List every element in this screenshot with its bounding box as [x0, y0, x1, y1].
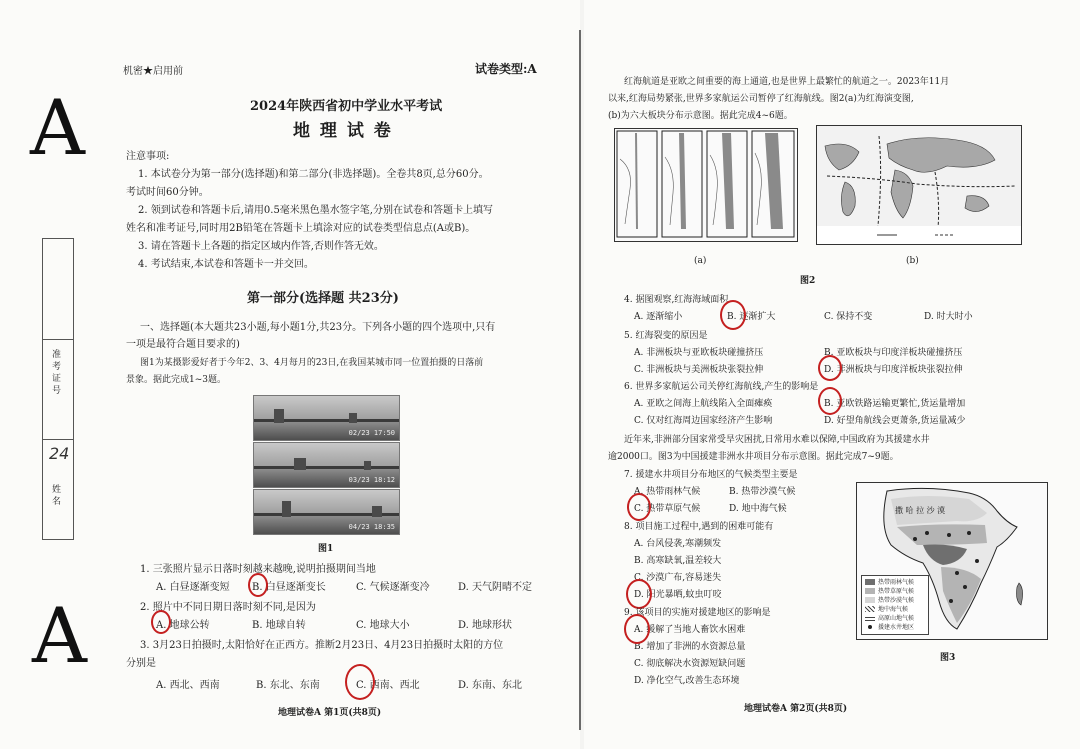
- fig3-africa-map: [856, 482, 1048, 640]
- question-4: 4. 据图观察,红海海域面积: [624, 295, 729, 305]
- fig1-caption: 图1: [318, 544, 334, 554]
- right-page: [584, 0, 1080, 749]
- candidate-info-strip: [42, 238, 74, 540]
- answer-circle-q2: [151, 610, 171, 634]
- q8-option-b: B. 高寒缺氧,温差较大: [634, 556, 722, 566]
- answer-circle-q7: [627, 493, 651, 521]
- q3-option-c: C. 西南、西北: [356, 680, 420, 691]
- photo-timestamp: 03/23 18:12: [348, 476, 395, 484]
- note-line: 3. 请在答题卡上各题的指定区域内作答,否则作答无效。: [138, 241, 384, 252]
- note-line: 2. 领到试卷和答题卡后,请用0.5毫米黑色墨水签字笔,分别在试卷和答题卡上填写: [138, 205, 493, 216]
- question-2: 2. 照片中不同日期日落时刻不同,是因为: [140, 602, 316, 613]
- q3-option-b: B. 东北、东南: [256, 680, 320, 691]
- note-line: 1. 本试卷分为第一部分(选择题)和第二部分(非选择题)。全卷共8页,总分60分。: [138, 169, 489, 180]
- paper-type-letter-bottom: A: [32, 591, 87, 680]
- legend-item: 热带沙漠气候: [878, 597, 915, 604]
- exam-title: 2024年陕西省初中学业水平考试: [250, 99, 443, 114]
- q7-option-a: A. 热带雨林气候: [634, 487, 701, 497]
- fig1-intro: 图1为某摄影爱好者于今年2、3、4月每月的23日,在我国某城市同一位置拍摄的日落前: [140, 358, 484, 368]
- q3-option-d: D. 东南、东北: [458, 680, 523, 691]
- answer-circle-q5: [818, 355, 842, 381]
- red-sea-intro: 以来,红海局势紧张,世界多家航运公司暂停了红海航线。图2(a)为红海演变图,: [608, 94, 914, 104]
- legend-item: 援建水井地区: [878, 624, 915, 631]
- section-intro: 一、选择题(本大题共23小题,每小题1分,共23分。下列各小题的四个选项中,只有: [140, 322, 496, 333]
- q5-option-d: D. 非洲板块与印度洋板块张裂拉伸: [824, 365, 963, 375]
- fig3-caption: 图3: [940, 653, 956, 663]
- section-intro: 一项是最符合题目要求的): [126, 339, 240, 350]
- question-3-cont: 分别是: [126, 658, 156, 669]
- subject-title: 地 理 试 卷: [293, 121, 393, 141]
- fig2b-label: (b): [906, 256, 919, 266]
- question-8: 8. 项目施工过程中,遇到的困难可能有: [624, 522, 774, 532]
- q9-option-a: A. 缓解了当地人畜饮水困难: [634, 625, 746, 635]
- q7-option-c: C. 热带草原气候: [634, 504, 701, 514]
- well-project-intro: 逾2000口。图3为中国援建非洲水井项目分布示意图。据此完成7~9题。: [608, 452, 899, 462]
- q2-option-d: D. 地球形状: [458, 620, 513, 631]
- photo-apr: [253, 489, 400, 535]
- legend-item: 地中海气候: [878, 606, 909, 613]
- world-plates-map: [817, 126, 1021, 244]
- page-gutter: [579, 30, 581, 730]
- q9-option-b: B. 增加了非洲的水资源总量: [634, 642, 746, 652]
- madagascar: [1017, 583, 1023, 605]
- q4-option-c: C. 保持不变: [824, 312, 873, 322]
- q4-option-a: A. 逐渐缩小: [634, 312, 683, 322]
- q5-option-a: A. 非洲板块与亚欧板块碰撞挤压: [634, 348, 764, 358]
- page-footer: 地理试卷A 第2页(共8页): [744, 704, 848, 714]
- part-title: 第一部分(选择题 共23分): [247, 291, 399, 306]
- q6-option-d: D. 好望角航线会更萧条,货运量减少: [824, 416, 966, 426]
- red-sea-intro: 红海航道是亚欧之间重要的海上通道,也是世界上最繁忙的航道之一。2023年11月: [624, 77, 950, 87]
- note-line: 姓名和准考证号,同时用2B铅笔在答题卡上填涂对应的试卷类型信息点(A或B)。: [126, 223, 476, 234]
- legend-item: 高原山地气候: [878, 615, 915, 622]
- photo-feb: [253, 395, 400, 441]
- answer-circle-q6: [818, 387, 842, 415]
- q8-option-c: C. 沙漠广布,容易迷失: [634, 573, 722, 583]
- q8-option-d: D. 阳光暴晒,蚊虫叮咬: [634, 590, 722, 600]
- question-1: 1. 三张照片显示日落时刻越来越晚,说明拍摄期间当地: [140, 564, 376, 575]
- fig1-intro: 景象。据此完成1~3题。: [126, 375, 226, 385]
- q2-option-a: A. 地球公转: [156, 620, 210, 631]
- paper-type-letter-top: A: [30, 83, 85, 172]
- q2-option-c: C. 地球大小: [356, 620, 410, 631]
- exam-number-label: 准考证号: [52, 350, 62, 396]
- q1-option-a: A. 白昼逐渐变短: [156, 582, 230, 593]
- note-line: 4. 考试结束,本试卷和答题卡一并交回。: [138, 259, 314, 270]
- answer-circle-q3: [345, 664, 375, 700]
- notes-heading: 注意事项:: [126, 151, 170, 162]
- fig2a-red-sea-evolution: [614, 128, 798, 242]
- fig2a-label: (a): [694, 256, 707, 266]
- answer-circle-q9: [624, 614, 650, 644]
- sahara-map-label: 撒 哈 拉 沙 漠: [895, 506, 946, 515]
- confidential-label: 机密★启用前: [123, 66, 183, 77]
- q7-option-b: B. 热带沙漠气候: [729, 487, 796, 497]
- q7-option-d: D. 地中海气候: [729, 504, 787, 514]
- page-footer: 地理试卷A 第1页(共8页): [278, 708, 382, 718]
- note-line: 考试时间60分钟。: [126, 187, 209, 198]
- q1-option-d: D. 天气阴晴不定: [458, 582, 533, 593]
- q1-option-c: C. 气候逐渐变冷: [356, 582, 430, 593]
- q9-option-c: C. 彻底解决水资源短缺问题: [634, 659, 746, 669]
- photo-timestamp: 02/23 17:50: [348, 429, 395, 437]
- photo-timestamp: 04/23 18:35: [348, 523, 395, 531]
- q5-option-c: C. 非洲板块与美洲板块张裂拉伸: [634, 365, 764, 375]
- legend-item: 热带草原气候: [878, 588, 915, 595]
- q4-option-d: D. 时大时小: [924, 312, 973, 322]
- q9-option-d: D. 净化空气,改善生态环境: [634, 676, 740, 686]
- red-sea-evolution-diagram: [615, 129, 797, 241]
- question-9: 9. 该项目的实施对援建地区的影响是: [624, 608, 771, 618]
- q8-option-a: A. 台风侵袭,寒潮频发: [634, 539, 722, 549]
- handwritten-name: 24: [49, 444, 70, 463]
- name-label: 姓名: [52, 485, 62, 507]
- q4-option-b: B. 逐渐扩大: [727, 312, 776, 322]
- map-legend: [861, 575, 929, 635]
- question-5: 5. 红海裂变的原因是: [624, 331, 708, 341]
- q5-option-b: B. 亚欧板块与印度洋板块碰撞挤压: [824, 348, 963, 358]
- question-7: 7. 援建水井项目分布地区的气候类型主要是: [624, 470, 798, 480]
- photo-mar: [253, 442, 400, 488]
- q2-option-b: B. 地球自转: [252, 620, 306, 631]
- fig2b-plates-map: [816, 125, 1022, 245]
- answer-circle-q1: [248, 573, 268, 597]
- q6-option-b: B. 亚欧铁路运输更繁忙,货运量增加: [824, 399, 966, 409]
- q6-option-a: A. 亚欧之间海上航线陷入全面瘫痪: [634, 399, 773, 409]
- red-sea-intro: (b)为六大板块分布示意图。据此完成4~6题。: [608, 111, 793, 121]
- q6-option-c: C. 仅对红海周边国家经济产生影响: [634, 416, 773, 426]
- fig2-caption: 图2: [800, 276, 816, 286]
- q1-option-b: B. 白昼逐渐变长: [252, 582, 326, 593]
- q3-option-a: A. 西北、西南: [156, 680, 220, 691]
- paper-type: 试卷类型:A: [475, 62, 537, 76]
- legend-item: 热带雨林气候: [878, 579, 915, 586]
- answer-circle-q4: [720, 300, 746, 330]
- question-3: 3. 3月23日拍摄时,太阳恰好在正西方。推断2月23日、4月23日拍摄时太阳的方位: [140, 640, 504, 651]
- well-project-intro: 近年来,非洲部分国家常受旱灾困扰,日常用水难以保障,中国政府为其援建水井: [624, 435, 930, 445]
- question-6: 6. 世界多家航运公司关停红海航线,产生的影响是: [624, 382, 819, 392]
